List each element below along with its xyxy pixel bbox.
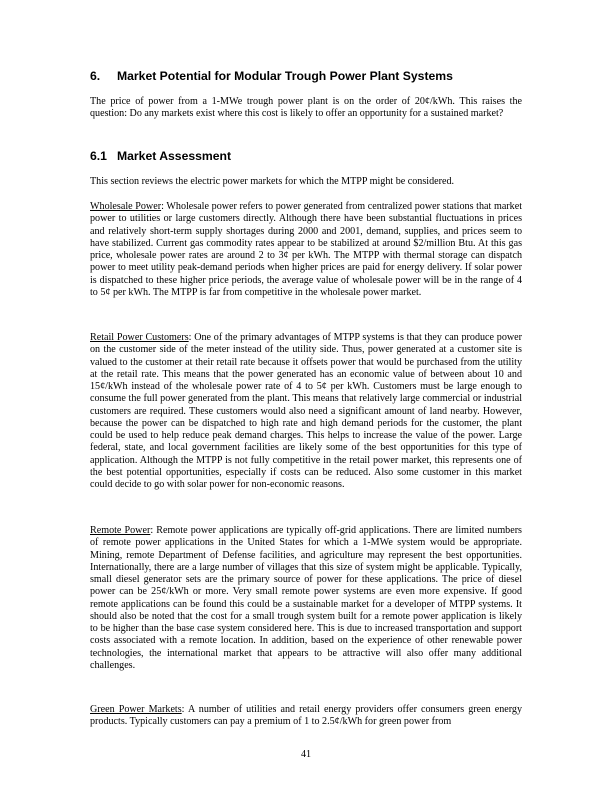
document-page xyxy=(90,0,522,792)
market-text: : A number of utilities and retail energy providers offer consumers green energy products. Typically customers can pay a premium of 1 to 2.5¢/kWh for green power from xyxy=(90,704,522,728)
section-heading xyxy=(90,69,453,83)
market-term: Wholesale Power xyxy=(90,201,162,212)
page-number: 41 xyxy=(300,749,312,760)
subsection-intro-paragraph: This section reviews the electric power markets for which the MTPP might be considered. xyxy=(90,176,455,187)
section-intro-paragraph: The price of power from a 1-MWe trough power plant is on the order of 20¢/kWh. This raises the question: Do any markets exist where this cost is likely to offer an opportunity for a sustained market? xyxy=(90,96,522,120)
market-paragraph-remote xyxy=(90,525,522,672)
subsection-heading xyxy=(90,149,231,163)
market-term: Retail Power Customers xyxy=(90,332,189,343)
subsection-title: Market Assessment xyxy=(117,149,232,163)
section-number: 6. xyxy=(90,69,101,83)
market-paragraph-wholesale xyxy=(90,201,522,299)
market-term: Remote Power xyxy=(90,525,151,536)
subsection-number: 6.1 xyxy=(90,149,107,163)
market-paragraph-retail xyxy=(90,332,522,491)
market-text: : Wholesale power refers to power generated from centralized power stations that market power to utilities or large customers directly. Although there have been substantial fluctuations in prices and relatively short-term supply shortages during 2000 and 2001, demand, supplies, and prices seem to have stabilized. Current gas commodity rates appear to be stabilized at around $2/million Btu. At this gas price, wholesale power rates are around 2 to 3¢ per kWh. The MTPP with thermal storage can dispatch power to meet utility peak-demand periods when higher prices are paid for energy delivery. If solar power is dispatched to these higher price periods, the average value of wholesale power will be in the range of 4 to 5¢ per kWh. The MTPP is far from competitive in the wholesale power market. xyxy=(90,201,522,298)
market-term: Green Power Markets xyxy=(90,704,182,715)
market-text: : One of the primary advantages of MTPP systems is that they can produce power on the customer side of the meter instead of the utility side. Thus, power generated at a customer site is valued to the customer at their retail rate because it offsets power that would be purchased from the utility at the retail rate. This means that the power generated has an economic value of between about 10 and 15¢/kWh instead of the wholesale power rate of 4 to 5¢ per kWh. Customers must be large enough to consume the full power generated from the plant. This means that relatively large commercial or industrial customers are required. These customers would also need a significant amount of land nearby. However, because the power can be dispatched to high rate and high demand periods for the customer, the plant could be used to help reduce peak demand charges. This helps to increase the value of the power. Large federal, state, and local government facilities are likely some of the best opportunities for this type of application. Although the MTPP is not fully competitive in the retail power market, this represents one of the best potential opportunities, especially if costs can be reduced. Also some customer in this market could decide to go with solar power for non-economic reasons. xyxy=(90,332,523,490)
market-text: : Remote power applications are typically off-grid applications. There are limited numbers of remote power applications in the United States for which a 1-MWe system would be appropriate. Mining, remote Department of Defense facilities, and agriculture may represent the best opportunities. Internationally, there are a large number of villages that this size of system might be applicable. Typically, small diesel generator sets are the primary source of power for these applications. The price of diesel power can be 25¢/kWh or more. Very small remote power systems are even more expensive. If good remote applications can be found this could be a sustainable market for a developer of MTPP systems. It should also be noted that the cost for a small trough system built for a remote power application is likely to be higher than the base case system considered here. This is due to increased transportation and support costs associated with a remote location. In addition, based on the experience of other renewable power technologies, the international market that appears to be attractive will also offer many additional challenges. xyxy=(90,525,522,671)
section-title: Market Potential for Modular Trough Power Plant Systems xyxy=(117,69,453,83)
market-paragraph-green xyxy=(90,704,522,729)
